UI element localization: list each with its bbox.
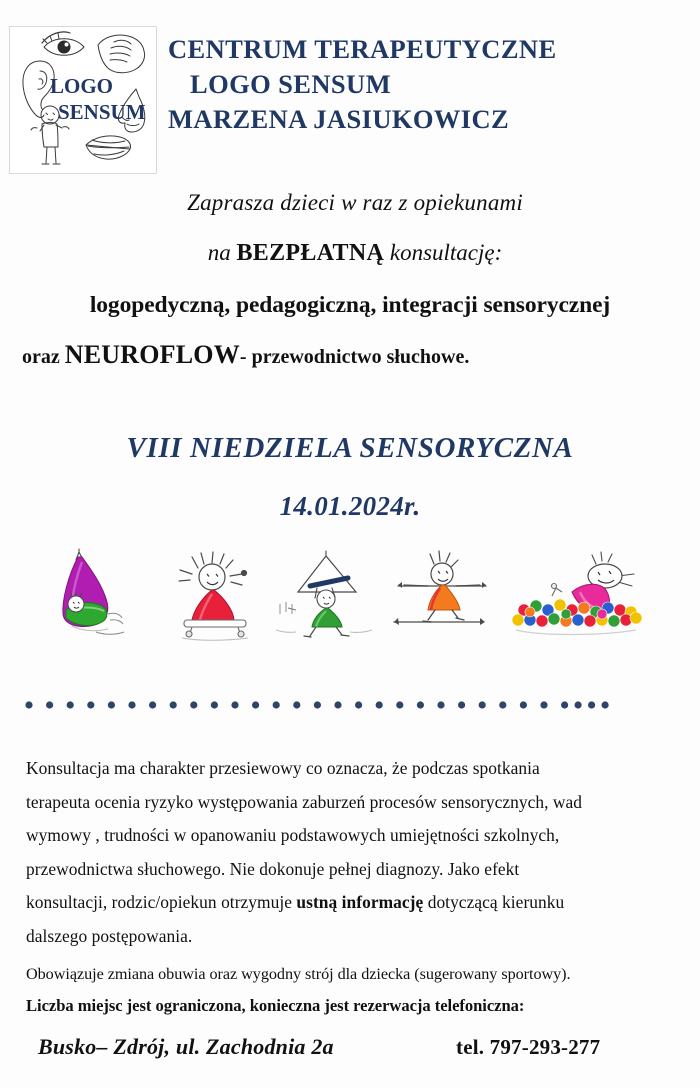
invitation-block (0, 190, 700, 267)
figure-child-in-hammock-swing (52, 548, 144, 643)
divider-dot (540, 701, 547, 708)
divider-dot (128, 701, 135, 708)
divider-dot (588, 701, 595, 708)
divider-dot (417, 701, 424, 708)
logo-sensum-logo (9, 26, 157, 174)
footer-phone[interactable]: tel. 797-293-277 (456, 1035, 601, 1059)
description-line-5-prefix: konsultacji, rodzic/opiekun otrzymuje (26, 892, 297, 912)
event-date: 14.01.2024r. (279, 491, 421, 521)
header-line-2: LOGO SENSUM (190, 68, 391, 99)
header-line-3: MARZENA JASIUKOWICZ (168, 103, 510, 134)
divider-dot (231, 701, 238, 708)
divider-dot (149, 701, 156, 708)
divider-dot (67, 701, 74, 708)
invitation-free-emphasis: BEZPŁATNĄ (236, 240, 385, 266)
divider-dot (499, 701, 506, 708)
divider-dot (273, 701, 280, 708)
logo-line1: LOGO (50, 74, 114, 98)
divider-dot (314, 701, 321, 708)
notes-block (26, 962, 678, 1018)
footer-address: Busko– Zdrój, ul. Zachodnia 2a (38, 1034, 334, 1059)
description-line-5-suffix: dotyczącą kierunku (423, 892, 565, 912)
invitation-prefix: na (207, 240, 237, 265)
invitation-line-1: Zaprasza dzieci w raz z opiekunami (187, 190, 523, 215)
divider-dot (355, 701, 362, 708)
divider-dot (25, 701, 32, 708)
divider-dot (602, 701, 609, 708)
description-line-2: terapeuta ocenia ryzyko występowania zaburzeń procesów sensorycznych, wad (26, 791, 583, 812)
divider-dot (334, 701, 341, 708)
poster-header (0, 22, 700, 182)
figure-child-under-canopy-tent (268, 548, 378, 643)
services-line-1: logopedyczną, pedagogiczną, integracji sensorycznej (89, 292, 611, 318)
note-limited-places-reservation: Liczba miejsc jest ograniczona, konieczna jest rezerwacja telefoniczna: (26, 996, 525, 1015)
header-title-block (166, 32, 686, 137)
divider-dot (575, 701, 582, 708)
note-footwear-clothing: Obowiązuje zmiana obuwia oraz wygodny strój dla dziecka (sugerowany sportowy). (26, 965, 571, 983)
logo-line2: SENSUM (58, 100, 146, 124)
divider-dot (293, 701, 300, 708)
logo-artwork (10, 27, 156, 173)
divider-dot (108, 701, 115, 708)
divider-dot (190, 701, 197, 708)
services-block (0, 292, 700, 370)
divider-dot (396, 701, 403, 708)
figure-child-walking-balance-beam (390, 548, 495, 643)
figure-child-on-balance-board (168, 548, 263, 643)
event-title: VIII NIEDZIELA SENSORYCZNA (126, 432, 574, 464)
services-suffix: - przewodnictwo słuchowe. (239, 346, 470, 368)
poster-footer (0, 1034, 700, 1078)
divider-dot (46, 701, 53, 708)
description-line-3: wymowy , trudności w opanowaniu podstawowych umiejętności szkolnych, (26, 825, 560, 845)
divider-dot (376, 701, 383, 708)
divider-dot (479, 701, 486, 708)
description-line-5 (26, 886, 678, 920)
divider-dot (211, 701, 218, 708)
divider-dot (561, 701, 568, 708)
description-line-6: dalszego postępowania. (26, 925, 193, 946)
divider-dot (520, 701, 527, 708)
description-line-4: przewodnictwa słuchowego. Nie dokonuje pełnej diagnozy. Jako efekt (26, 858, 520, 879)
neuroflow-brand: NEUROFLOW (64, 340, 240, 369)
services-line-2 (0, 340, 700, 370)
figure-child-in-ball-pit (510, 548, 645, 643)
event-block (0, 432, 700, 522)
oral-information-emphasis: ustną informację (296, 892, 424, 912)
dotted-divider-graphic (0, 695, 700, 715)
dotted-divider (0, 695, 700, 715)
invitation-line-2 (0, 240, 700, 267)
services-prefix: oraz (22, 346, 65, 368)
illustration-row (0, 548, 700, 663)
divider-dot (87, 701, 94, 708)
divider-dot (437, 701, 444, 708)
header-line-1: CENTRUM TERAPEUTYCZNE (168, 34, 557, 64)
divider-dot (458, 701, 465, 708)
invitation-suffix: konsultację: (384, 240, 503, 265)
description-paragraph (26, 752, 678, 953)
description-line-1: Konsultacja ma charakter przesiewowy co oznacza, że podczas spotkania (26, 758, 540, 778)
divider-dot (252, 701, 259, 708)
divider-dot (170, 701, 177, 708)
